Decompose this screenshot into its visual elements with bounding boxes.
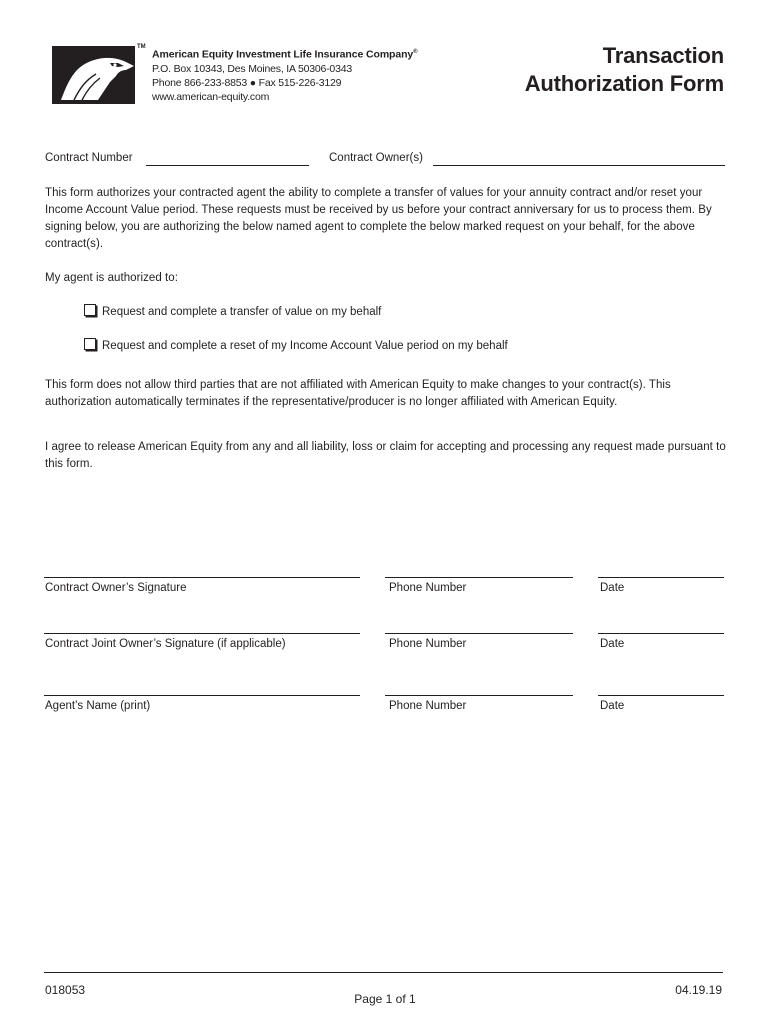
- checkbox-icon[interactable]: [84, 338, 96, 350]
- joint-owner-date-line[interactable]: [598, 633, 724, 634]
- joint-owner-phone-line[interactable]: [385, 633, 573, 634]
- company-logo: [52, 46, 135, 104]
- owner-date-label: Date: [600, 582, 625, 594]
- contract-number-field[interactable]: [146, 165, 309, 166]
- contract-owner-label: Contract Owner(s): [329, 152, 423, 164]
- checkbox-icon[interactable]: [84, 304, 96, 316]
- authorized-label: My agent is authorized to:: [45, 272, 178, 284]
- agent-date-label: Date: [600, 700, 625, 712]
- registered-mark: ®: [413, 49, 418, 55]
- company-info: [152, 45, 418, 104]
- intro-paragraph: This form authorizes your contracted agent the ability to complete a transfer of values for your annuity contract and/or reset your Income Account Value period. These requests must be received by us before your contract anniversary for us to process them. By signing below, you are authorizing the below named agent to complete the below marked request on your behalf, for the above contract(s).: [45, 187, 712, 250]
- form-title-line2: Authorization Form: [524, 71, 724, 96]
- agent-phone-label: Phone Number: [389, 700, 467, 712]
- company-website: www.american-equity.com: [152, 90, 270, 103]
- agent-name-line[interactable]: [44, 695, 360, 696]
- release-paragraph: I agree to release American Equity from any and all liability, loss or claim for accepting and processing any request made pursuant to this form.: [45, 441, 726, 470]
- company-phone-fax: Phone 866-233-8853 ● Fax 515-226-3129: [152, 76, 342, 89]
- option-label: Request and complete a transfer of value on my behalf: [102, 306, 382, 318]
- footer-divider: [44, 972, 723, 973]
- company-name: American Equity Investment Life Insurance Company: [152, 48, 414, 61]
- form-number: 018053: [45, 983, 86, 997]
- option-transfer-value[interactable]: [84, 304, 381, 318]
- form-title-line1: Transaction: [602, 43, 724, 68]
- third-party-paragraph: This form does not allow third parties that are not affiliated with American Equity to make changes to your contract(s). This authorization automatically terminates if the representative/producer is no longer affiliated with American Equity.: [45, 379, 671, 408]
- company-address: P.O. Box 10343, Des Moines, IA 50306-0343: [152, 62, 352, 75]
- agent-phone-line[interactable]: [385, 695, 573, 696]
- eagle-logo-icon: [52, 46, 135, 104]
- joint-owner-signature-line[interactable]: [44, 633, 360, 634]
- option-label: Request and complete a reset of my Income Account Value period on my behalf: [102, 340, 508, 352]
- owner-signature-line[interactable]: [44, 577, 360, 578]
- form-title: [525, 42, 724, 98]
- contract-owner-field[interactable]: [433, 165, 725, 166]
- owner-phone-line[interactable]: [385, 577, 573, 578]
- page-number: Page 1 of 1: [354, 992, 416, 1006]
- owner-signature-label: Contract Owner’s Signature: [45, 582, 187, 594]
- agent-name-label: Agent’s Name (print): [45, 700, 151, 712]
- owner-phone-label: Phone Number: [389, 582, 467, 594]
- joint-owner-phone-label: Phone Number: [389, 638, 467, 650]
- trademark-mark: TM: [137, 44, 146, 50]
- joint-owner-signature-label: Contract Joint Owner’s Signature (if applicable): [45, 638, 286, 650]
- revision-date: 04.19.19: [675, 983, 722, 997]
- agent-date-line[interactable]: [598, 695, 724, 696]
- contract-number-label: Contract Number: [45, 152, 133, 164]
- joint-owner-date-label: Date: [600, 638, 625, 650]
- owner-date-line[interactable]: [598, 577, 724, 578]
- option-reset-income-account[interactable]: [84, 338, 508, 352]
